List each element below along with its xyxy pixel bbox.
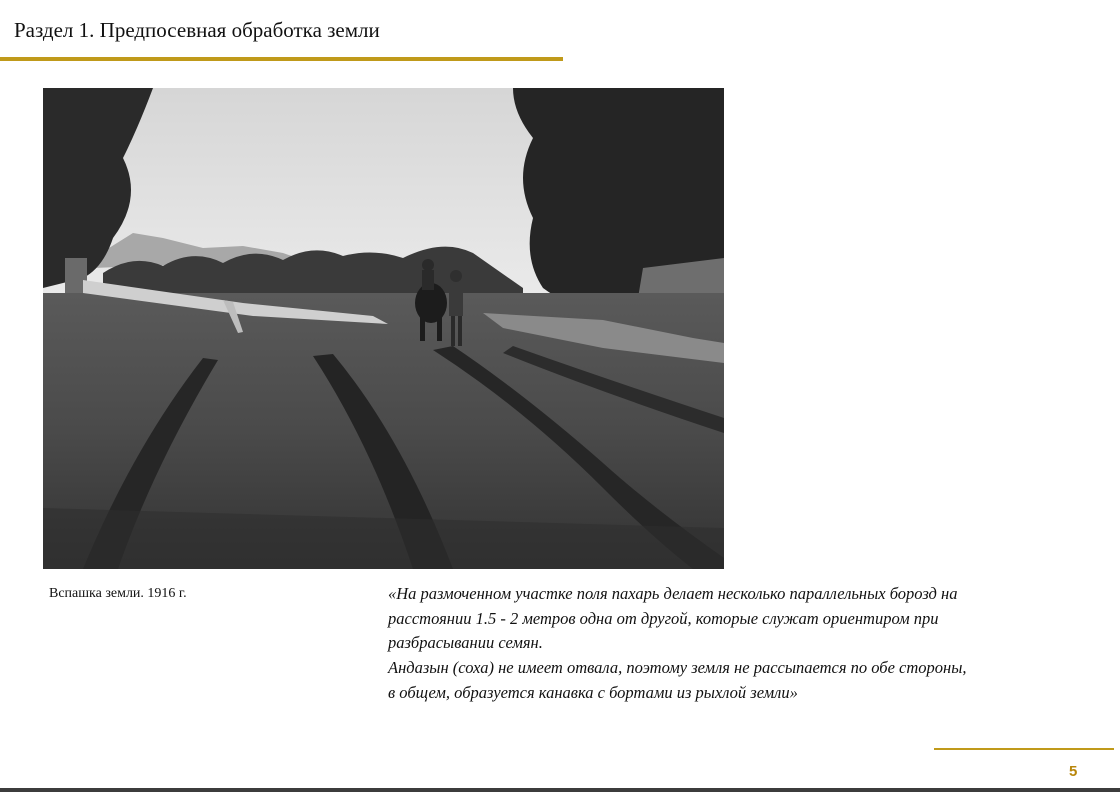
quote-line: разбрасывании семян.	[388, 633, 543, 653]
title-underline	[0, 57, 563, 61]
quote-line: в общем, образуется канавка с бортами из рыхлой земли»	[388, 682, 798, 702]
quote-block	[388, 582, 1078, 706]
page-title: Раздел 1. Предпосевная обработка земли	[14, 18, 380, 42]
page-number: 5	[1069, 763, 1078, 780]
photo-illustration	[43, 88, 724, 569]
quote-line: Андазын (соха) не имеет отвала, поэтому земля не рассыпается по обе стороны,	[388, 658, 967, 678]
plowing-photo	[43, 88, 724, 569]
photo-caption: Вспашка земли. 1916 г.	[49, 586, 187, 601]
footer-rule	[934, 748, 1114, 750]
quote-line: «На размоченном участке поля пахарь делает несколько параллельных борозд на	[388, 584, 958, 603]
quote-line: расстоянии 1.5 - 2 метров одна от другой, которые служат ориентиром при	[388, 608, 939, 628]
bottom-bar	[0, 788, 1120, 792]
